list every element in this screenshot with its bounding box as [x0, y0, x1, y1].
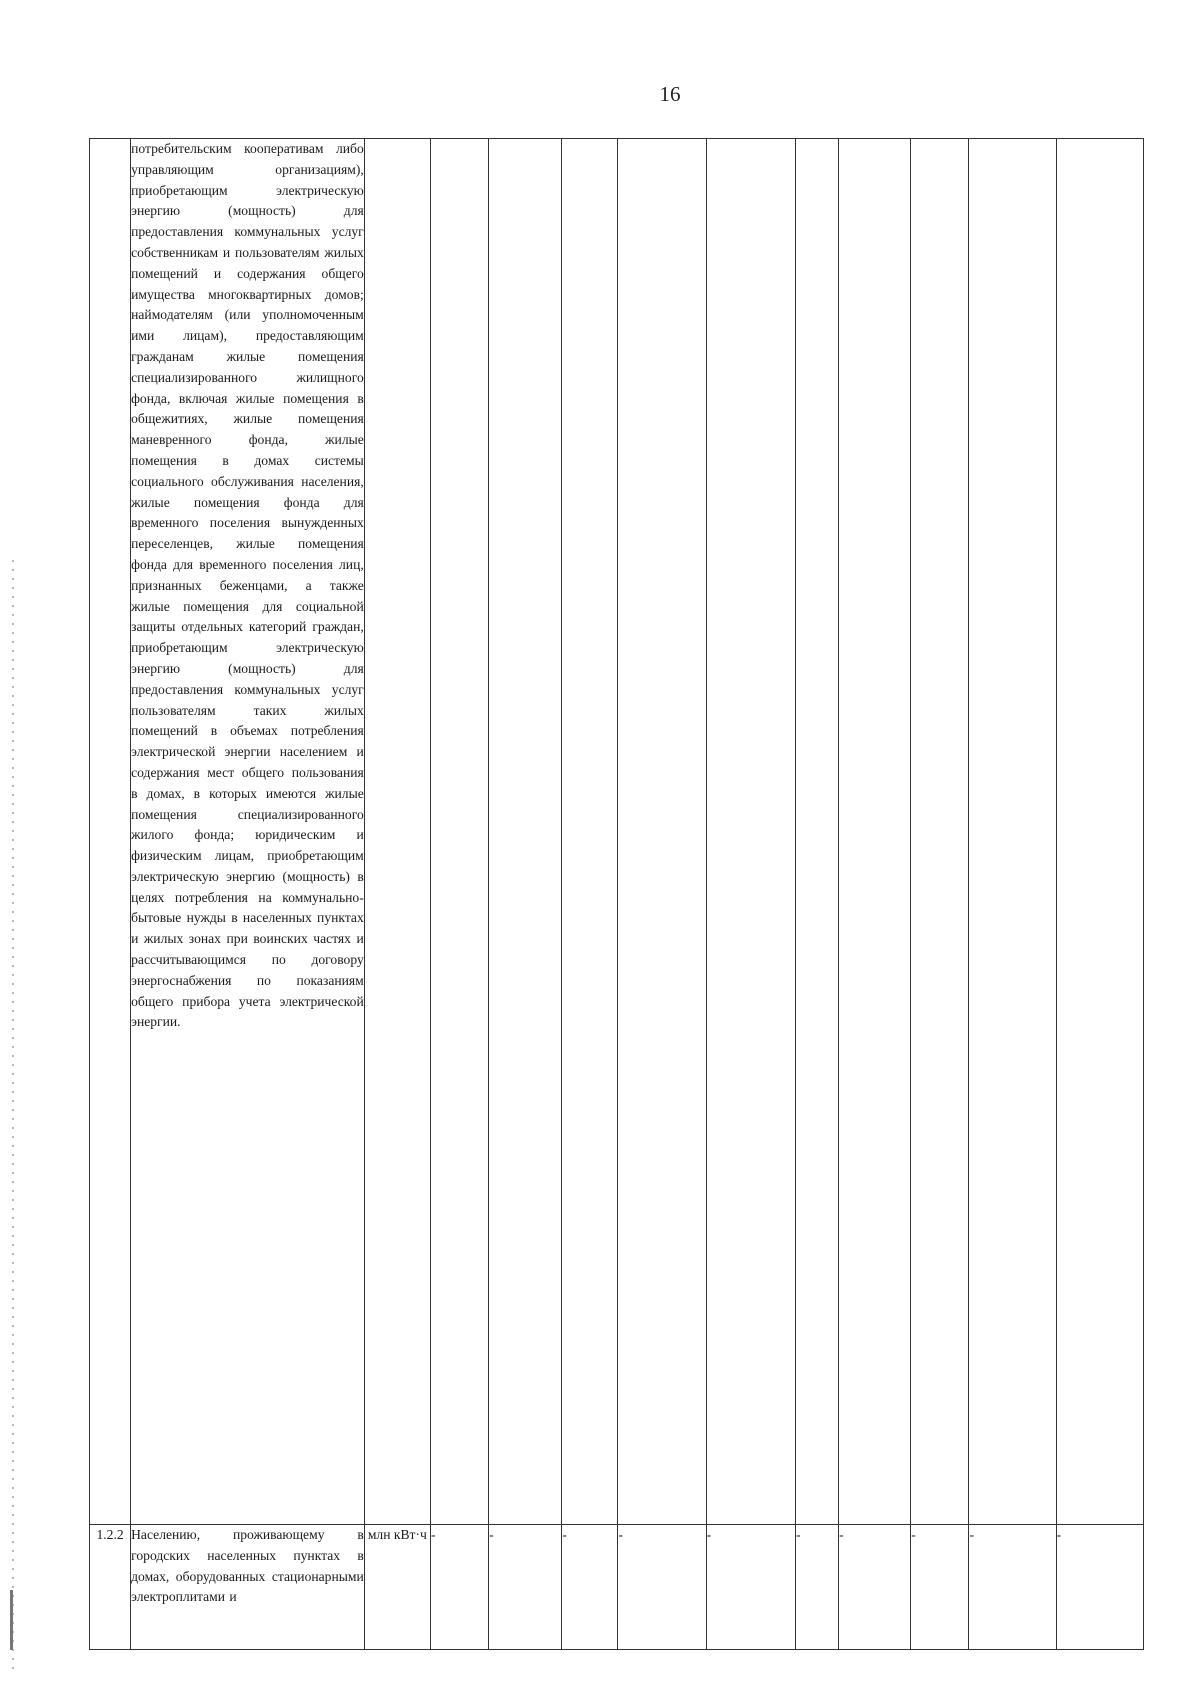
row-description: потребительским кооперативам либо управляющим организациям), приобретающим электрическую энергию (мощность) для предоставления коммунальных услуг собственникам и пользователям жилых помещений и содержания общего имущества многоквартирных домов; наймодателям (или уполномоченным ими лицам), предоставляющим гражданам жилые помещения специализированного жилищного фонда, включая жилые помещения в общежитиях, жилые помещения маневренного фонда, жилые помещения в домах системы социального обслуживания населения, жилые помещения фонда для временного поселения вынужденных переселенцев, жилые помещения фонда для временного поселения лиц, признанных беженцами, а также жилые помещения для социальной защиты отдельных категорий граждан, приобретающим электрическую энергию (мощность) для предоставления коммунальных услуг пользователям таких жилых помещений в объемах потребления электрической энергии населением и содержания мест общего пользования в домах, в которых имеются жилые помещения специализированного жилого фонда; юридическим и физическим лицам, приобретающим электрическую энергию (мощность) в целях потребления на коммунально-бытовые нужды в населенных пунктах и жилых зонах при воинских частях и рассчитывающимся по договору энергоснабжения по показаниям общего прибора учета электрической энергии.	[131, 139, 365, 1525]
value-cell: -	[706, 1525, 795, 1650]
row-unit: млн кВт·ч	[364, 1525, 430, 1650]
value-cell: -	[618, 1525, 706, 1650]
row-unit	[364, 139, 430, 1525]
value-cell	[839, 139, 911, 1525]
page-number: 16	[659, 82, 681, 106]
value-cell: -	[489, 1525, 562, 1650]
row-number: 1.2.2	[90, 1525, 131, 1650]
row-description: Населению, проживающему в городских населенных пунктах в домах, оборудованных стационарными электроплитами и	[131, 1525, 365, 1650]
value-cell: -	[911, 1525, 969, 1650]
value-cell: -	[562, 1525, 618, 1650]
value-cell	[969, 139, 1056, 1525]
row-number	[90, 139, 131, 1525]
value-cell	[430, 139, 488, 1525]
value-cell	[1056, 139, 1143, 1525]
value-cell: -	[969, 1525, 1056, 1650]
table-row	[90, 139, 1144, 1525]
value-cell: -	[430, 1525, 488, 1650]
data-table	[89, 138, 1144, 1650]
value-cell: -	[839, 1525, 911, 1650]
value-cell	[706, 139, 795, 1525]
scan-margin-artifact	[12, 560, 14, 1670]
value-cell	[911, 139, 969, 1525]
value-cell	[795, 139, 838, 1525]
value-cell	[489, 139, 562, 1525]
value-cell: -	[1056, 1525, 1143, 1650]
scan-margin-mark	[10, 1590, 13, 1650]
value-cell	[618, 139, 706, 1525]
table-row	[90, 1525, 1144, 1650]
value-cell	[562, 139, 618, 1525]
value-cell: -	[795, 1525, 838, 1650]
